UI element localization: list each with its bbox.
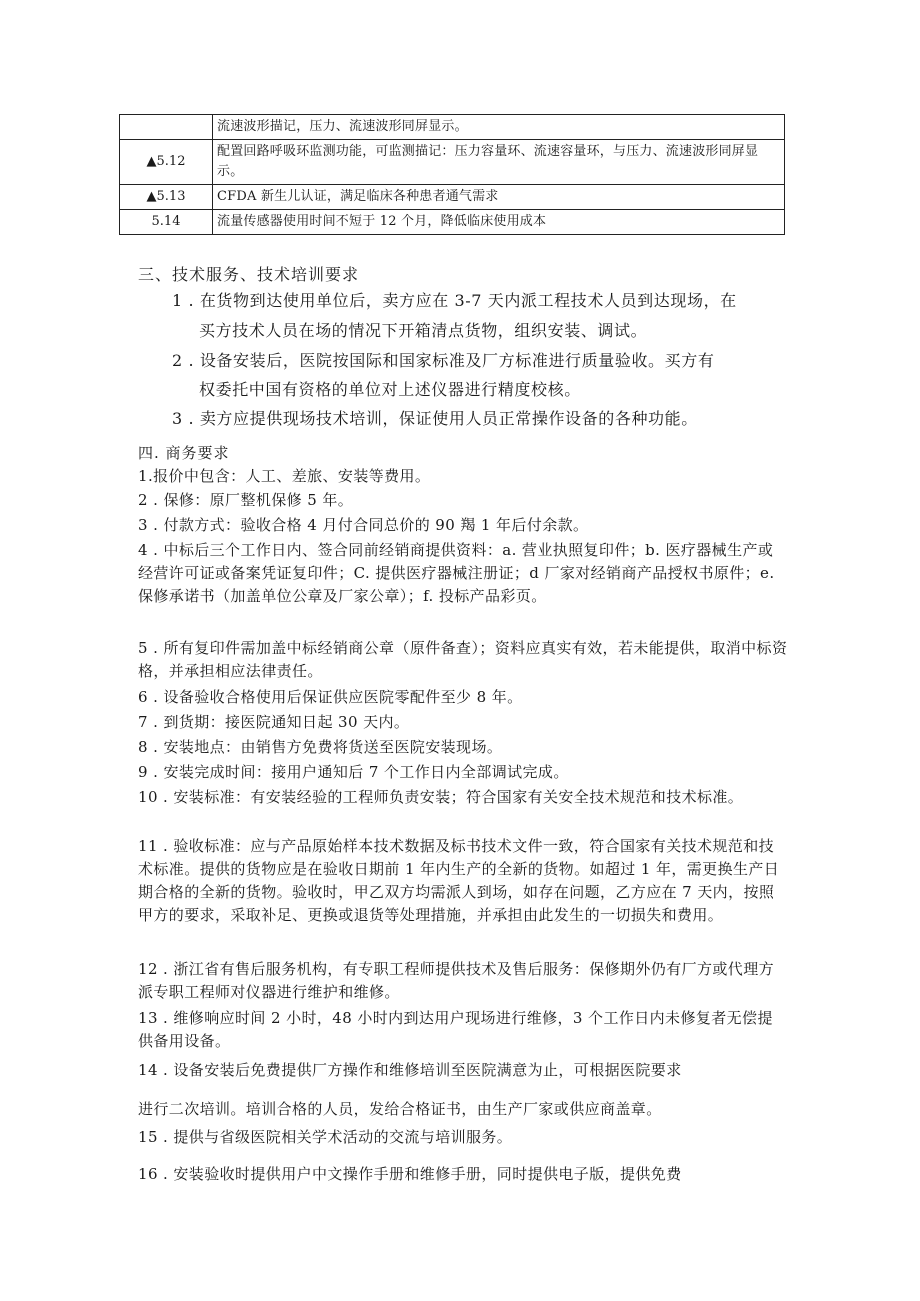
row-number: 5.14 — [120, 210, 213, 235]
section-4-heading: 四. 商务要求 — [138, 444, 230, 462]
row-number: ▲5.12 — [120, 140, 213, 185]
business-item-11: 11 . 验收标准：应与产品原始样本技术数据及标书技术文件一致，符合国家有关技术规范和技术标准。提供的货物应是在验收日期前 1 年内生产的全新的货物。如超过 1 年，需更换生产日期合格的全新的货物。验收时，甲乙双方均需派人到场，如存在问题，乙方应在 7 天内，按照甲方的要求，采取补足、更换或退货等处理措施，并承担由此发生的一切损失和费用。 — [138, 837, 780, 924]
service-item-1-line-2: 买方技术人员在场的情况下开箱清点货物，组织安装、调试。 — [199, 321, 648, 340]
table-row — [120, 185, 785, 210]
business-item-1: 1.报价中包含：人工、差旅、安装等费用。 — [138, 467, 431, 485]
business-item-2: 2 . 保修：原厂整机保修 5 年。 — [138, 491, 354, 509]
business-item-14-line-1: 14 . 设备安装后免费提供厂方操作和维修培训至医院满意为止，可根据医院要求 — [138, 1061, 682, 1079]
business-item-8: 8 . 安装地点：由销售方免费将货送至医院安装现场。 — [138, 738, 503, 756]
row-description: 流速波形描记，压力、流速波形同屏显示。 — [213, 115, 785, 140]
table-row — [120, 210, 785, 235]
business-item-16: 16 . 安装验收时提供用户中文操作手册和维修手册，同时提供电子版，提供免费 — [138, 1165, 682, 1183]
service-item-3-line-1: 3 . 卖方应提供现场技术培训，保证使用人员正常操作设备的各种功能。 — [172, 409, 698, 428]
row-number — [120, 115, 213, 140]
business-item-6: 6 . 设备验收合格使用后保证供应医院零配件至少 8 年。 — [138, 688, 523, 706]
table-row — [120, 140, 785, 185]
service-item-2-line-2: 权委托中国有资格的单位对上述仪器进行精度校核。 — [199, 380, 581, 399]
business-item-7: 7 . 到货期：接医院通知日起 30 天内。 — [138, 713, 410, 731]
row-description: 流量传感器使用时间不短于 12 个月，降低临床使用成本 — [213, 210, 785, 235]
service-item-2-line-1: 2 . 设备安装后，医院按国际和国家标准及厂方标准进行质量验收。买方有 — [172, 351, 715, 370]
service-item-1-line-1: 1 . 在货物到达使用单位后，卖方应在 3-7 天内派工程技术人员到达现场，在 — [172, 291, 737, 310]
row-description: 配置回路呼吸环监测功能，可监测描记：压力容量环、流速容量环，与压力、流速波形同屏显示。 — [213, 140, 785, 185]
business-item-13: 13 . 维修响应时间 2 小时，48 小时内到达用户现场进行维修，3 个工作日内未修复者无偿提供备用设备。 — [138, 1009, 773, 1050]
business-item-4: 4 . 中标后三个工作日内、签合同前经销商提供资料：a. 营业执照复印件；b. 医疗器械生产或经营许可证或备案凭证复印件；C. 提供医疗器械注册证；d 厂家对经销商产品授权书原件；e. 保修承诺书（加盖单位公章及厂家公章）；f. 投标产品彩页。 — [138, 541, 775, 605]
business-item-5: 5 . 所有复印件需加盖中标经销商公章（原件备查）；资料应真实有效，若未能提供，取消中标资格，并承担相应法律责任。 — [138, 639, 788, 680]
business-item-15: 15 . 提供与省级医院相关学术活动的交流与培训服务。 — [138, 1128, 513, 1146]
business-item-14-line-2: 进行二次培训。培训合格的人员，发给合格证书，由生产厂家或供应商盖章。 — [138, 1100, 662, 1118]
section-3-heading: 三、技术服务、技术培训要求 — [138, 265, 360, 284]
spec-table — [119, 114, 785, 235]
row-number: ▲5.13 — [120, 185, 213, 210]
business-item-12: 12 . 浙江省有售后服务机构，有专职工程师提供技术及售后服务：保修期外仍有厂方或代理方派专职工程师对仪器进行维护和维修。 — [138, 960, 774, 1001]
business-item-9: 9 . 安装完成时间：接用户通知后 7 个工作日内全部调试完成。 — [138, 763, 569, 781]
business-item-10: 10 . 安装标准：有安装经验的工程师负责安装；符合国家有关安全技术规范和技术标准。 — [138, 788, 744, 806]
row-description: CFDA 新生儿认证，满足临床各种患者通气需求 — [213, 185, 785, 210]
table-row — [120, 115, 785, 140]
business-item-3: 3 . 付款方式：验收合格 4 月付合同总价的 90 羯 1 年后付余款。 — [138, 516, 589, 534]
